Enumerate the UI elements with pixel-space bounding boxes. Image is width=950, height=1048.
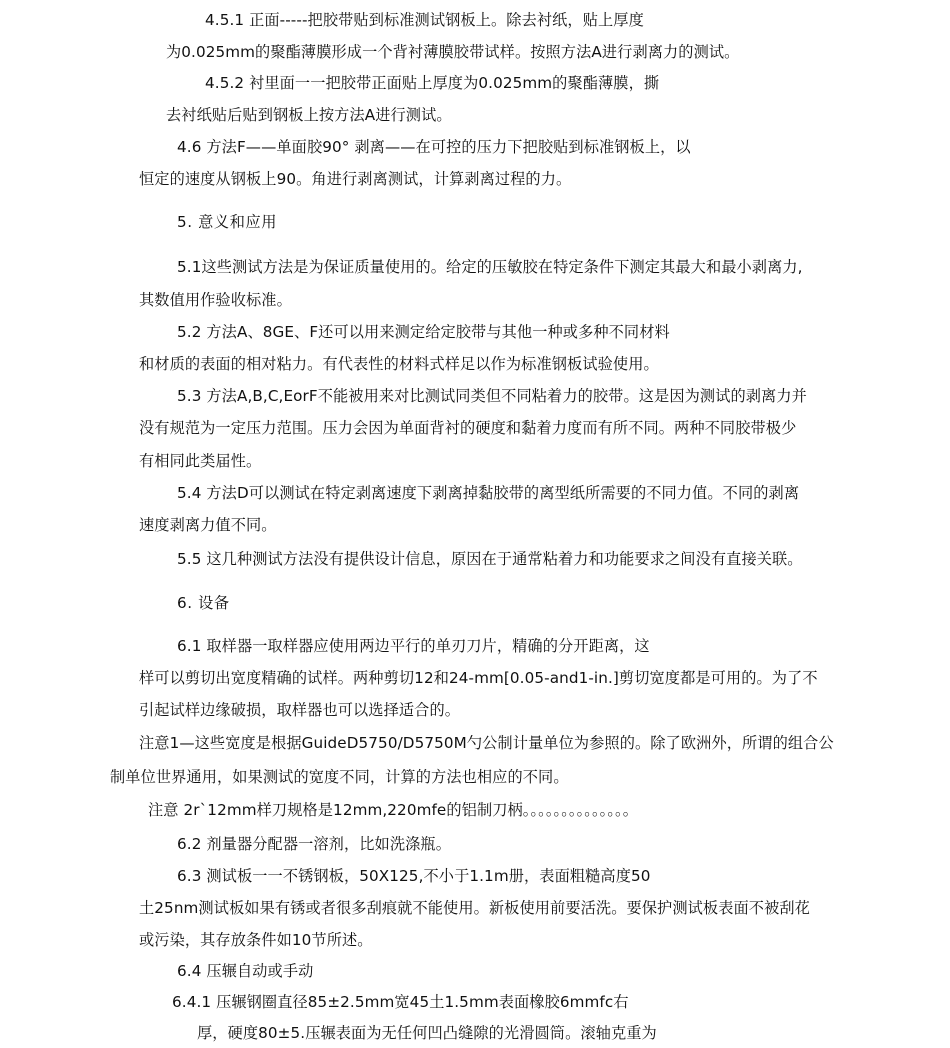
text-line: 6.2 剂量器分配器一溶剂，比如洗涤瓶。 [177, 835, 451, 853]
text-line: 注意 2r`12mm样刀规格是12mm,220mfe的铝制刀柄。。。。。。。。。。。。。。 [148, 801, 639, 819]
text-line: 土25nm测试板如果有锈或者很多刮痕就不能使用。新板使用前要活洗。要保护测试板表面不被刮花 [139, 899, 810, 917]
text-line: 5.5 这几种测试方法没有提供设计信息，原因在于通常粘着力和功能要求之间没有直接关联。 [177, 550, 803, 568]
text-line: 其数值用作验收标准。 [139, 291, 292, 309]
text-line: 样可以剪切出宽度精确的试样。两种剪切12和24-mm[0.05-and1-in.]剪切宽度都是可用的。为了不 [139, 669, 818, 687]
text-line: 注意1—这些宽度是根据GuideD5750/D5750M勺公制计量单位为参照的。除了欧洲外，所谓的组合公 [139, 734, 834, 752]
text-line: 和材质的表面的相对粘力。有代表性的材料式样足以作为标准钢板试验使用。 [139, 355, 659, 373]
text-line: 厚，硬度80±5.压辗表面为无任何凹凸缝隙的光滑圆筒。滚轴克重为 [197, 1024, 657, 1042]
text-line: 4.6 方法F——单面胶90° 剥离——在可控的压力下把胶贴到标准钢板上，以 [177, 138, 691, 156]
text-line: 5.3 方法A,B,C,EorF不能被用来对比测试同类但不同粘着力的胶带。这是因为测试的剥离力并 [177, 387, 807, 405]
text-line: 为0.025mm的聚酯薄膜形成一个背衬薄膜胶带试样。按照方法A进行剥离力的测试。 [166, 43, 740, 61]
text-line: 速度剥离力值不同。 [139, 516, 277, 534]
text-line: 5.1这些测试方法是为保证质量使用的。给定的压敏胶在特定条件下测定其最大和最小剥离力, [177, 258, 803, 276]
text-line: 去衬纸贴后贴到钢板上按方法A进行测试。 [166, 106, 452, 124]
text-line: 5.4 方法D可以测试在特定剥离速度下剥离掉黏胶带的离型纸所需要的不同力值。不同的剥离 [177, 484, 800, 502]
text-line: 没有规范为一定压力范围。压力会因为单面背衬的硬度和黏着力度而有所不同。两种不同胶带极少 [139, 419, 797, 437]
text-line: 6.3 测试板一一不锈钢板，50X125,不小于1.1m册，表面粗糙高度50 [177, 867, 651, 885]
text-line: 4.5.2 衬里面一一把胶带正面贴上厚度为0.025mm的聚酯薄膜，撕 [205, 74, 660, 92]
section-heading: 5. 意义和应用 [177, 213, 278, 231]
text-line: 6.1 取样器一取样器应使用两边平行的单刃刀片，精确的分开距离，这 [177, 637, 650, 655]
text-line: 4.5.1 正面-----把胶带贴到标准测试钢板上。除去衬纸，贴上厚度 [205, 11, 644, 29]
text-line: 6.4.1 压辗钢圈直径85±2.5mm宽45土1.5mm表面橡胶6mmfc右 [172, 993, 629, 1011]
text-line: 制单位世界通用，如果测试的宽度不同，计算的方法也相应的不同。 [110, 768, 569, 786]
text-line: 5.2 方法A、8GE、F还可以用来测定给定胶带与其他一种或多种不同材料 [177, 323, 670, 341]
text-line: 恒定的速度从钢板上90。角进行剥离测试，计算剥离过程的力。 [139, 170, 572, 188]
text-line: 或污染，其存放条件如10节所述。 [139, 931, 373, 949]
text-line: 有相同此类届性。 [139, 452, 262, 470]
section-heading: 6. 设备 [177, 594, 230, 612]
text-line: 引起试样边缘破损，取样器也可以选择适合的。 [139, 701, 461, 719]
text-line: 6.4 压辗自动或手动 [177, 962, 314, 980]
